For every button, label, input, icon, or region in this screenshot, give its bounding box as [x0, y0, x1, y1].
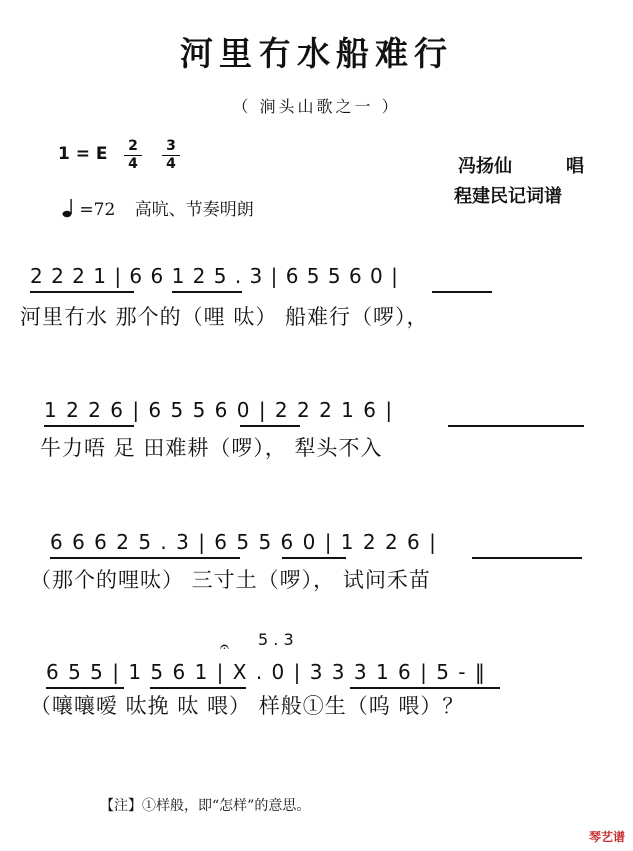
beam-line	[46, 687, 124, 689]
key-signature: 1 = E	[58, 144, 108, 164]
lyrics-line-3: （那个的哩呔） 三寸土（啰）， 试问禾苗	[30, 568, 431, 592]
song-title: 河里冇水船难行	[180, 34, 453, 73]
beam-line	[172, 291, 242, 293]
beam-line	[50, 557, 240, 559]
notation-line-3: 6 6 6 2 5 . 3 | 6 5 5 6 0 | 1 2 2 6 |	[50, 530, 436, 554]
quarter-note-icon	[62, 198, 74, 223]
tempo-marking	[62, 195, 254, 223]
time-signature-3-4	[162, 138, 180, 173]
expression-text: 高吭、节奏明朗	[134, 200, 254, 220]
site-logo: 琴艺谱	[588, 830, 625, 844]
beam-line	[30, 291, 134, 293]
beam-line	[282, 557, 346, 559]
notation-line-4: 6 5 5 | 1 5 6 1 | X . 0 | 3 3 3 1 6 | 5 - ‖	[46, 660, 485, 684]
time-numerator: 3	[162, 138, 180, 156]
beam-line	[432, 291, 492, 293]
time-signature-2-4	[124, 138, 142, 173]
notation-line-2: 1 2 2 6 | 6 5 5 6 0 | 2 2 2 1 6 |	[44, 398, 393, 422]
beam-line	[240, 425, 300, 427]
beam-line	[472, 557, 582, 559]
fermata-icon: 𝄐	[220, 637, 229, 656]
song-subtitle: （ 涧头山歌之一 ）	[232, 97, 401, 116]
beam-line	[44, 425, 134, 427]
notation-line-1: 2 2 2 1 | 6 6 1 2 5 . 3 | 6 5 5 6 0 |	[30, 264, 398, 288]
singer-role: 唱	[566, 156, 584, 177]
lyrics-line-1: 河里冇水 那个的（哩 呔） 船难行（啰），	[20, 305, 429, 329]
time-denominator: 4	[166, 156, 176, 172]
beam-line	[150, 687, 246, 689]
footnote: 【注】①样般，即“怎样”的意思。	[100, 798, 311, 814]
time-numerator: 2	[124, 138, 142, 156]
singer-name: 冯扬仙	[458, 156, 512, 177]
grace-notes: 5 . 3	[258, 630, 294, 649]
beam-line	[350, 687, 500, 689]
lyrics-line-4: （嚷嚷嗳 呔挽 呔 喂） 样般①生（呜 喂）？	[30, 694, 465, 718]
tempo-value: =72	[79, 200, 116, 220]
recorder-credit: 程建民记词谱	[454, 186, 562, 207]
lyrics-line-2: 牛力唔 足 田难耕（啰）， 犁头不入	[40, 436, 383, 460]
beam-line	[448, 425, 584, 427]
time-denominator: 4	[128, 156, 138, 172]
